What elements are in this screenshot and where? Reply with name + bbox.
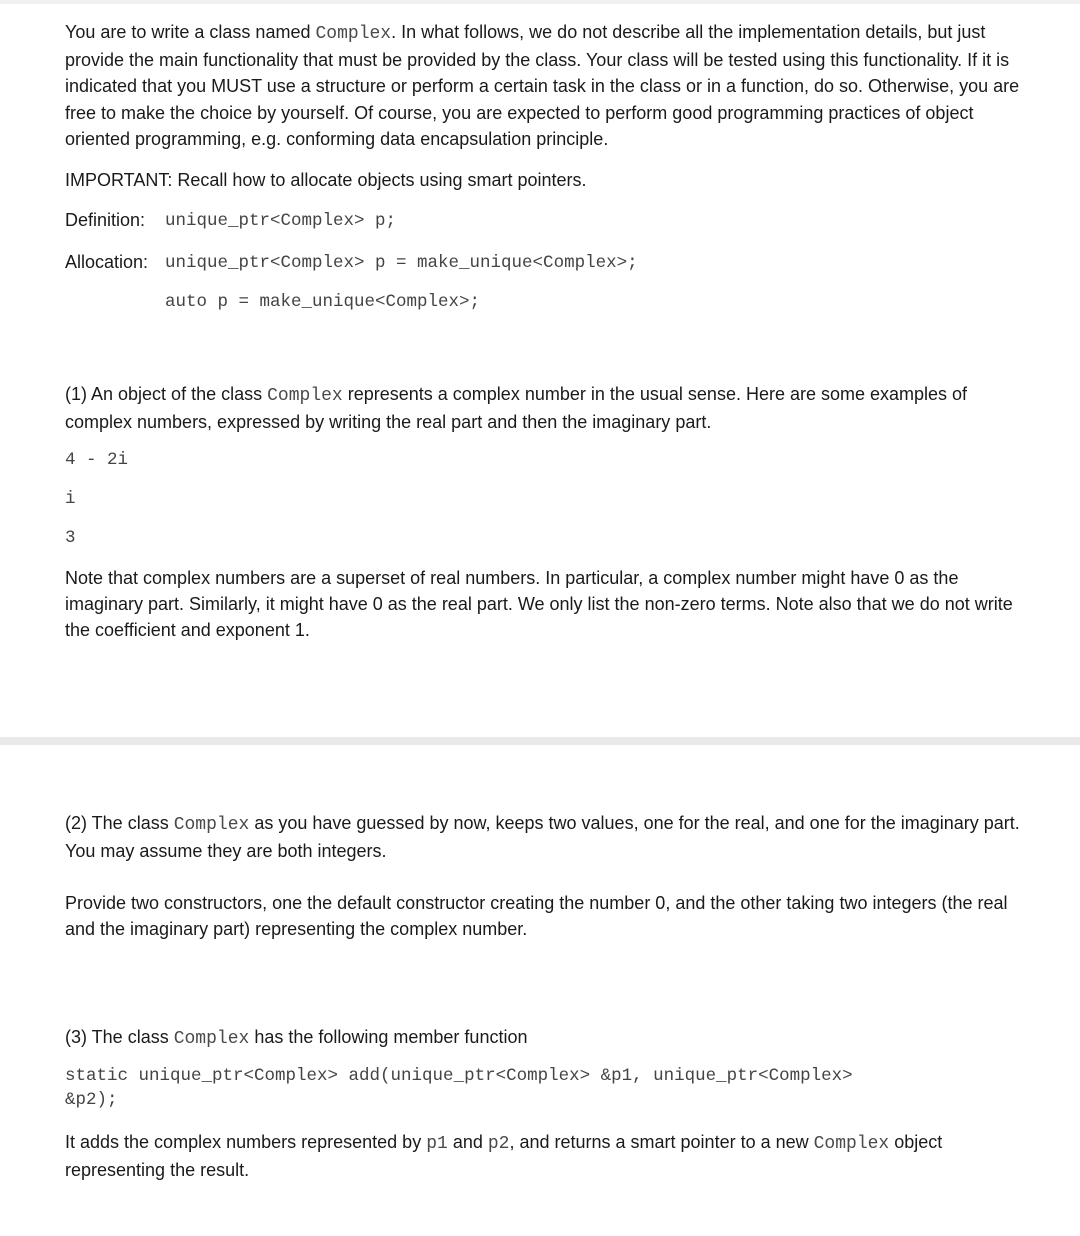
important-note: IMPORTANT: Recall how to allocate objects using smart pointers. [65,170,587,190]
allocation-label: Allocation: [65,252,149,272]
section2-text-1: (2) The class [65,813,174,833]
section2-paragraph [65,810,1020,864]
add-desc-4: object representing the result. [65,1132,943,1181]
allocation-code-1: unique_ptr<Complex> p = make_unique<Complex>; [165,253,638,273]
definition-label: Definition: [65,210,146,230]
section3-text-1: (3) The class [65,1027,174,1047]
param-p2-code: p2 [487,1134,510,1154]
example-2: i [65,489,76,509]
section3-paragraph [65,1024,1020,1052]
example-1: 4 - 2i [65,450,129,470]
intro-paragraph [65,19,1020,152]
class-name-code: Complex [315,24,392,44]
class-name-code: Complex [173,815,250,835]
section1-text-1: (1) An object of the class [65,384,268,404]
class-name-code: Complex [267,386,343,406]
class-name-code: Complex [813,1134,890,1154]
add-signature-line-1: static unique_ptr<Complex> add(unique_ptr<Complex> &p1, unique_ptr<Complex> [65,1066,853,1086]
page-separator [0,737,1080,745]
section1-note: Note that complex numbers are a superset of real numbers. In particular, a complex number might have 0 as the imaginary part. Similarly, it might have 0 as the real part. We only list the non-zero terms. Note also that we do not write the coefficient and exponent 1. [65,568,1013,641]
add-description [65,1129,1020,1183]
section1-paragraph [65,381,1020,435]
class-name-code: Complex [173,1029,250,1049]
add-desc-3: , and returns a smart pointer to a new [509,1132,814,1152]
add-signature-line-2: &p2); [65,1090,118,1110]
top-edge [0,0,1080,4]
intro-text-1: You are to write a class named [65,22,316,42]
add-desc-1: It adds the complex numbers represented by [65,1132,427,1152]
example-3: 3 [65,528,76,548]
section1-text-2: represents a complex number in the usual sense. Here are some examples of complex numbers, expressed by writing the real part and then the imaginary part. [65,384,968,433]
section3-text-2: has the following member function [249,1027,528,1047]
add-desc-2: and [447,1132,488,1152]
param-p1-code: p1 [426,1134,448,1154]
allocation-code-2: auto p = make_unique<Complex>; [165,292,481,312]
definition-code: unique_ptr<Complex> p; [165,211,397,231]
section2-text-2: as you have guessed by now, keeps two values, one for the real, and one for the imaginary part. You may assume they are both integers. [65,813,1020,862]
section2-constructors: Provide two constructors, one the default constructor creating the number 0, and the other taking two integers (the real and the imaginary part) representing the complex number. [65,893,1008,940]
intro-text-2: . In what follows, we do not describe all the implementation details, but just provide the main functionality that must be provided by the class. Your class will be tested using this functionality. If it is indicated that you MUST use a structure or perform a certain task in the class or in a function, do so. Otherwise, you are free to make the choice by yourself. Of course, you are expected to perform good programming practices of object oriented programming, e.g. conforming data encapsulation principle. [65,22,1020,149]
